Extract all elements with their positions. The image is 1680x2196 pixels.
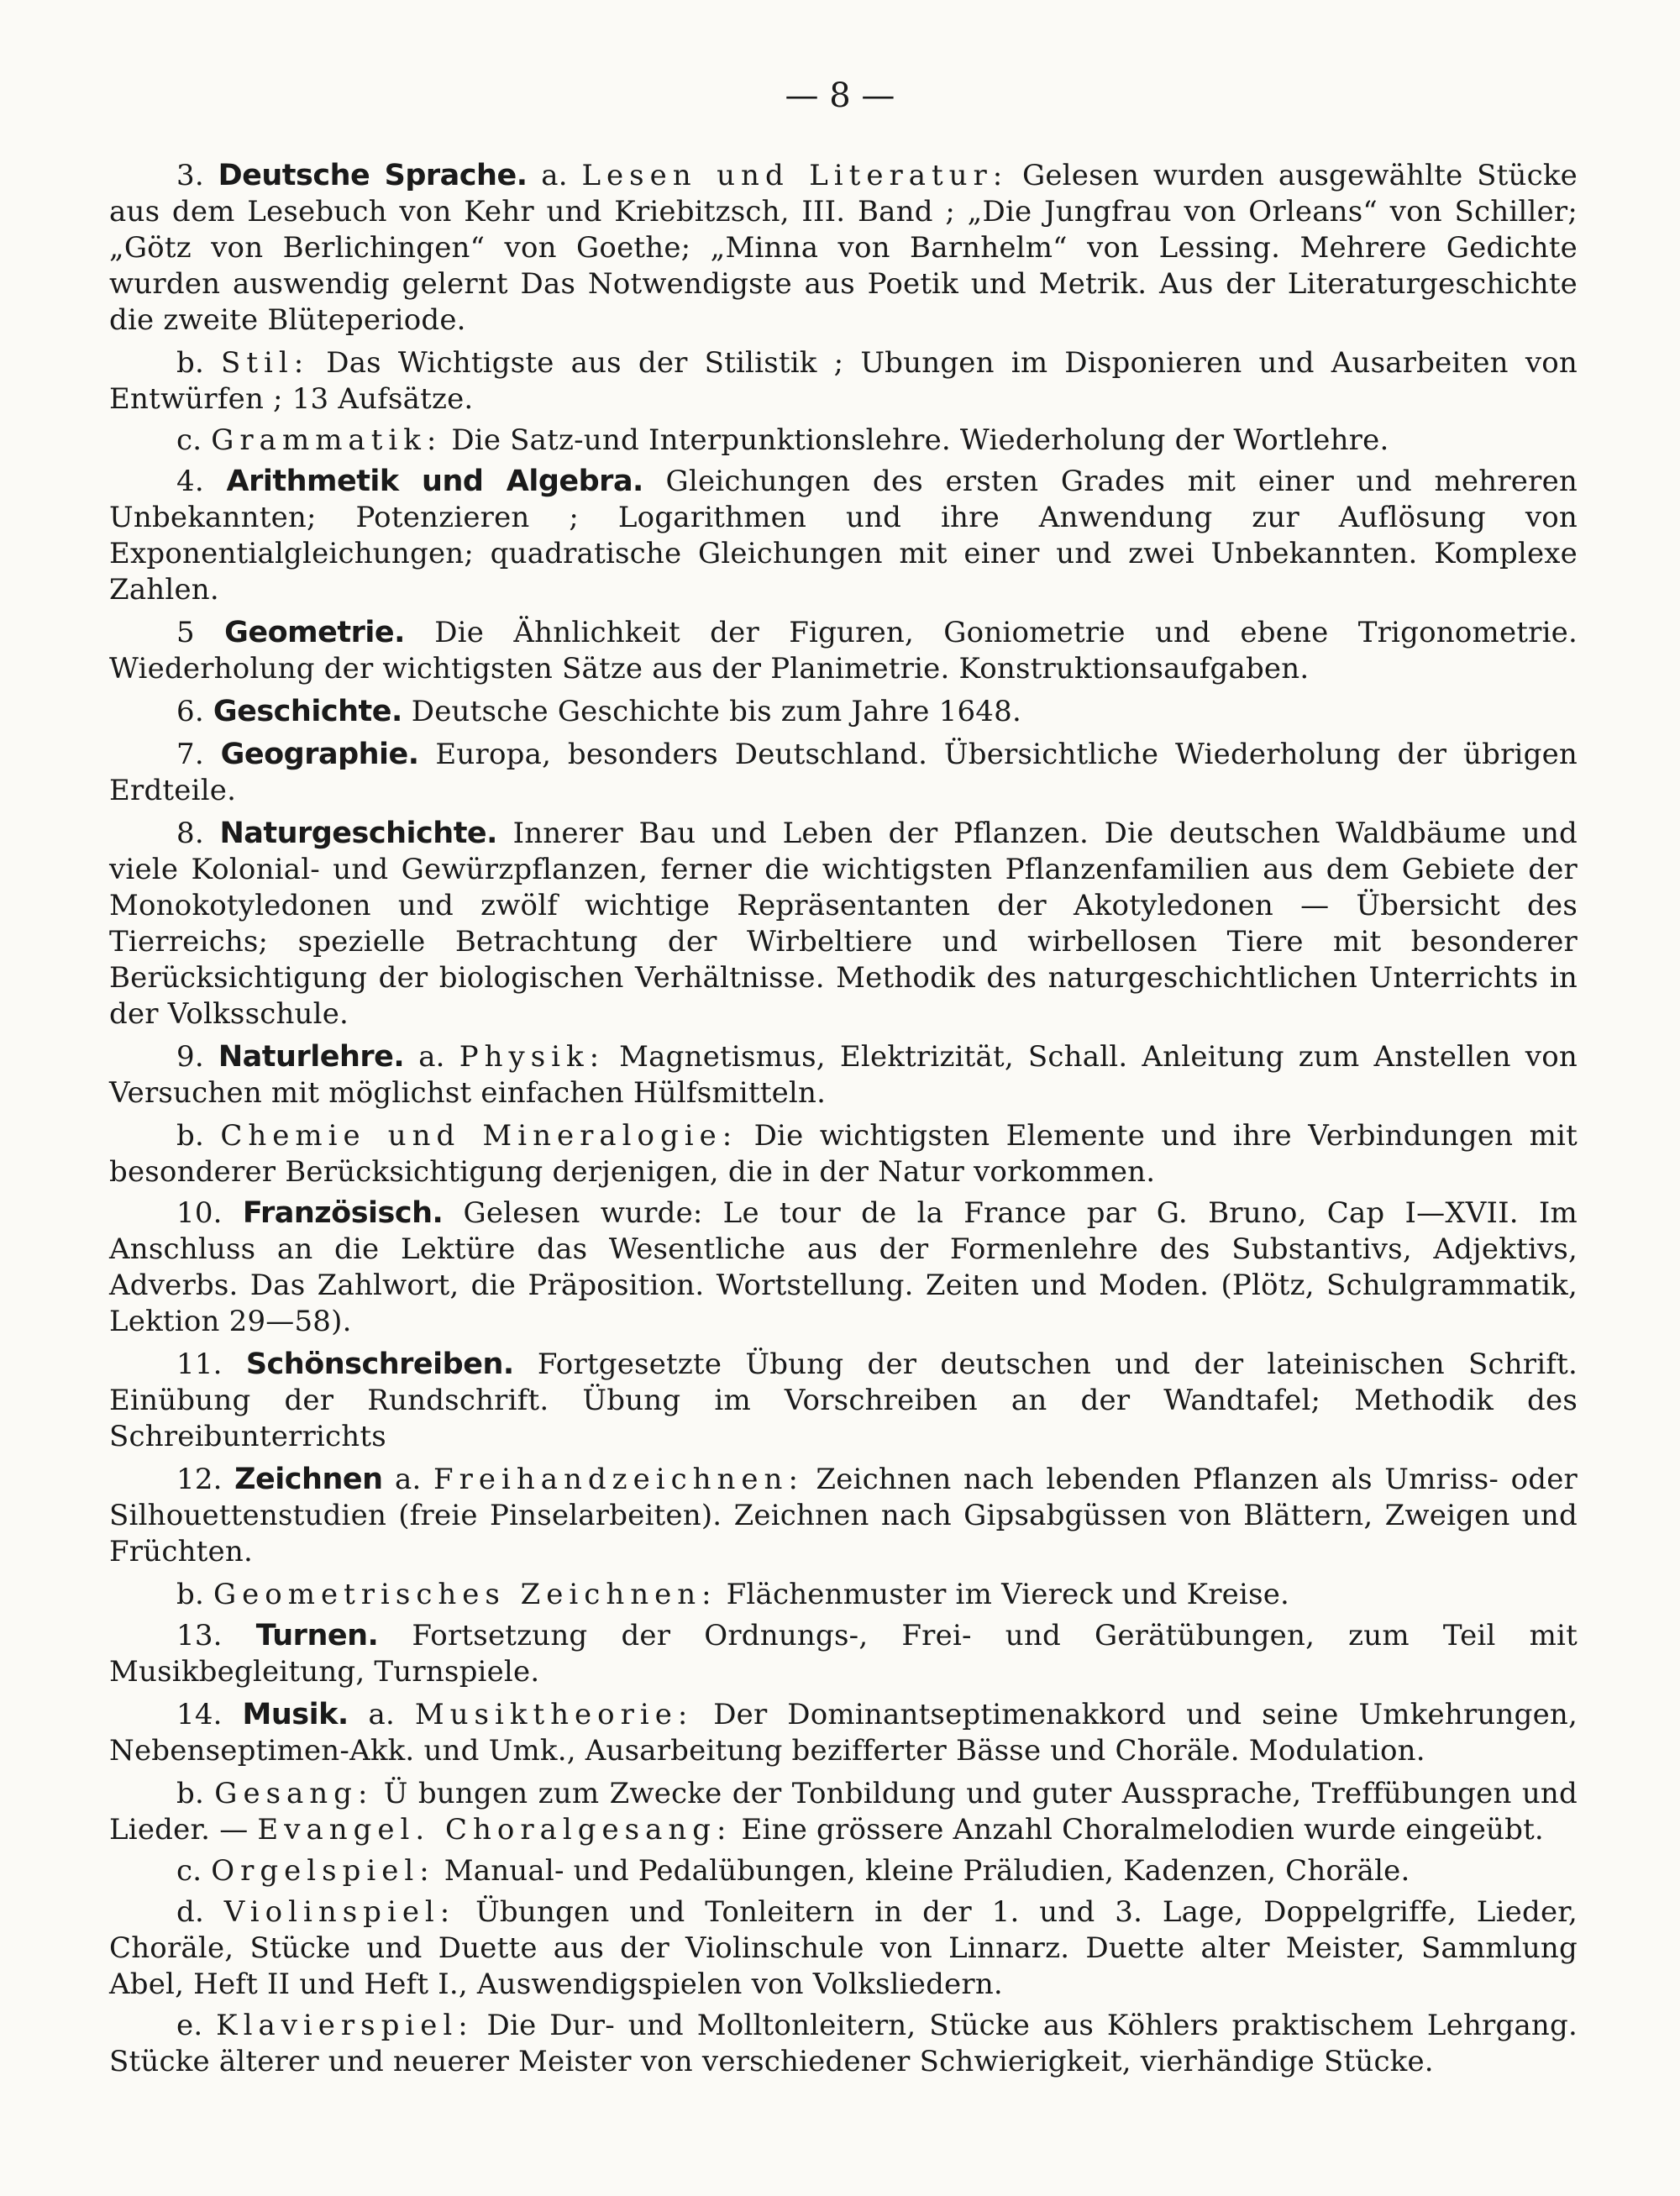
section-musik-d (109, 1894, 1578, 2003)
section-musik-c (109, 1853, 1578, 1889)
section-text: Eine grössere Anzahl Choralmelodien wurde eingeübt. (741, 1813, 1544, 1847)
subsection-label: c. (176, 423, 202, 457)
section-deutsche-sprache-c (109, 423, 1578, 459)
subsection-term: Chemie und Mineralogie: (220, 1119, 738, 1153)
subject-heading: Naturlehre. (218, 1040, 405, 1074)
section-text: Gelesen wurden ausgewählte Stücke aus dem Lesebuch von Kehr und Kriebitzsch, III. Band ; „Die Jungfrau von Orleans“ von Schiller; „Götz von Berlichingen“ von Goethe; „Minna von Barnhelm“ von Lessing. Mehrere Gedichte wurden auswendig gelernt Das Notwendigste aus Poetik und Metrik. Aus der Literaturgeschichte die zweite Blüteperiode. (109, 159, 1578, 337)
section-franzoesisch (109, 1195, 1578, 1340)
section-text: Innerer Bau und Leben der Pflanzen. Die deutschen Waldbäume und viele Kolonial- und Gewürzpflanzen, ferner die wichtigsten Pflanzenfamilien aus dem Gebiete der Monokotyledonen und zwölf wichtige Repräsentanten der Akotyledonen — Übersicht des Tierreichs; spezielle Betrachtung der Wirbeltiere und wirbellosen Tiere mit besonderer Berücksichtigung der biologischen Verhältnisse. Methodik des naturgeschichtlichen Unterrichts in der Volksschule. (109, 817, 1578, 1031)
section-text: Der Dominantseptimenakkord und seine Umkehrungen, Nebenseptimen-Akk. und Umk., Ausarbeitung bezifferter Bässe und Choräle. Modulation. (109, 1698, 1578, 1768)
section-musik-a (109, 1697, 1578, 1769)
section-geometrie (109, 615, 1578, 687)
subject-heading: Zeichnen (234, 1463, 383, 1496)
subsection-term: Musiktheorie: (414, 1698, 694, 1731)
section-turnen (109, 1618, 1578, 1690)
section-text: Gleichungen des ersten Grades mit einer und mehreren Unbekannten; Potenzieren ; Logarithmen und ihre Anwendung zur Auflösung von Exponentialgleichungen; quadratische Gleichungen mit einer und zwei Unbekannten. Komplexe Zahlen. (109, 465, 1578, 607)
subject-heading: Geschichte. (213, 695, 402, 728)
subject-heading: Geographie. (220, 738, 419, 771)
section-text: Europa, besonders Deutschland. Übersichtliche Wiederholung der übrigen Erdteile. (109, 738, 1578, 807)
section-text: Ü bungen zum Zwecke der Tonbildung und guter Aussprache, Treffübungen und Lieder. — (109, 1777, 1578, 1847)
section-number: 13. (176, 1619, 223, 1652)
subsection-label: c. (176, 1854, 202, 1888)
section-number: 10. (176, 1196, 223, 1230)
subsection-label: d. (176, 1895, 204, 1929)
section-text: Flächenmuster im Viereck und Kreise. (726, 1578, 1290, 1611)
subject-heading: Arithmetik und Algebra. (226, 465, 643, 498)
section-geographie (109, 737, 1578, 809)
section-deutsche-sprache-a (109, 158, 1578, 339)
subsection-term: Orgelspiel: (211, 1854, 435, 1888)
subsection-term: Geometrisches Zeichnen: (213, 1578, 717, 1611)
subsection-label: e. (176, 2009, 203, 2042)
section-number: 6. (176, 695, 204, 728)
subsection-label: a. (368, 1698, 395, 1731)
section-number: 5 (176, 616, 195, 649)
section-musik-e (109, 2008, 1578, 2080)
section-number: 3. (176, 159, 204, 192)
section-text: Gelesen wurde: Le tour de la France par G. Bruno, Cap I—XVII. Im Anschluss an die Lektüre das Wesentliche aus der Formenlehre des Substantivs, Adjektivs, Adverbs. Das Zahlwort, die Präposition. Wortstellung. Zeiten und Moden. (Plötz, Schulgrammatik, Lektion 29—58). (109, 1196, 1578, 1338)
subsection-label: a. (395, 1463, 422, 1496)
section-number: 9. (176, 1040, 204, 1074)
subsection-term: Violinspiel: (223, 1895, 456, 1929)
subsection-term: Stil: (221, 346, 310, 380)
subsection-term: Evangel. Choralgesang: (257, 1813, 732, 1847)
subsection-label: b. (176, 1777, 204, 1810)
subject-heading: Geometrie. (224, 616, 405, 649)
section-text: Zeichnen nach lebenden Pflanzen als Umriss- oder Silhouettenstudien (freie Pinselarbeiten). Zeichnen nach Gipsabgüssen von Blättern, Zweigen und Früchten. (109, 1463, 1578, 1568)
section-number: 12. (176, 1463, 223, 1496)
subject-heading: Französisch. (242, 1196, 444, 1230)
section-number: 7. (176, 738, 204, 771)
subsection-term: Physik: (459, 1040, 606, 1074)
subsection-label: a. (418, 1040, 445, 1074)
subject-heading: Schönschreiben. (245, 1348, 514, 1381)
subject-heading: Musik. (242, 1698, 349, 1731)
section-number: 4. (176, 465, 204, 498)
subject-heading: Turnen. (255, 1619, 379, 1652)
section-text: Magnetismus, Elektrizität, Schall. Anleitung zum Anstellen von Versuchen mit möglichst einfachen Hülfsmitteln. (109, 1040, 1578, 1110)
section-geschichte (109, 694, 1578, 730)
section-text: Deutsche Geschichte bis zum Jahre 1648. (411, 695, 1021, 728)
section-number: 8. (176, 817, 204, 850)
page-number: — 8 — (785, 76, 895, 115)
section-text: Übungen und Tonleitern in der 1. und 3. Lage, Doppelgriffe, Lieder, Choräle, Stücke und Duette aus der Violinschule von Linnarz. Duette alter Meister, Sammlung Abel, Heft II und Heft I., Auswendigspielen von Volksliedern. (109, 1895, 1578, 2001)
section-zeichnen-a (109, 1462, 1578, 1570)
subsection-label: b. (176, 1119, 204, 1153)
subject-heading: Deutsche Sprache. (218, 159, 528, 192)
section-text: Das Wichtigste aus der Stilistik ; Ubungen im Disponieren und Ausarbeiten von Entwürfen ; 13 Aufsätze. (109, 346, 1578, 416)
subsection-label: b. (176, 346, 204, 380)
subject-heading: Naturgeschichte. (219, 817, 497, 850)
section-naturlehre-b (109, 1118, 1578, 1190)
section-text: Manual- und Pedalübungen, kleine Präludien, Kadenzen, Choräle. (444, 1854, 1410, 1888)
curriculum-text (109, 158, 1578, 2085)
section-text: Fortsetzung der Ordnungs-, Frei- und Gerätübungen, zum Teil mit Musikbegleitung, Turnspiele. (109, 1619, 1578, 1689)
section-text: Die Satz-und Interpunktionslehre. Wiederholung der Wortlehre. (451, 423, 1389, 457)
subsection-term: Freihandzeichnen: (433, 1463, 804, 1496)
section-text: Fortgesetzte Übung der deutschen und der lateinischen Schrift. Einübung der Rundschrift. Übung im Vorschreiben an der Wandtafel; Methodik des Schreibunterrichts (109, 1348, 1578, 1453)
section-text: Die wichtigsten Elemente und ihre Verbindungen mit besonderer Berücksichtigung derjenigen, die in der Natur vorkommen. (109, 1119, 1578, 1189)
subsection-label: a. (541, 159, 568, 192)
subsection-term: Gesang: (214, 1777, 374, 1810)
subsection-term: Grammatik: (211, 423, 443, 457)
section-text: Die Ähnlichkeit der Figuren, Goniometrie und ebene Trigonometrie. Wiederholung der wichtigsten Sätze aus der Planimetrie. Konstruktionsaufgaben. (109, 616, 1578, 686)
section-number: 11. (176, 1348, 223, 1381)
section-text: Die Dur- und Molltonleitern, Stücke aus Köhlers praktischem Lehrgang. Stücke älterer und neuerer Meister von verschiedener Schwierigkeit, vierhändige Stücke. (109, 2009, 1578, 2078)
section-schoenschreiben (109, 1347, 1578, 1455)
section-deutsche-sprache-b (109, 345, 1578, 418)
subsection-term: Klavierspiel: (216, 2009, 474, 2042)
section-zeichnen-b (109, 1577, 1578, 1613)
subsection-term: Lesen und Literatur: (581, 159, 1009, 192)
section-musik-b (109, 1776, 1578, 1848)
section-naturlehre-a (109, 1039, 1578, 1111)
section-naturgeschichte (109, 816, 1578, 1032)
section-arithmetik (109, 464, 1578, 608)
subsection-label: b. (176, 1578, 204, 1611)
section-number: 14. (176, 1698, 223, 1731)
